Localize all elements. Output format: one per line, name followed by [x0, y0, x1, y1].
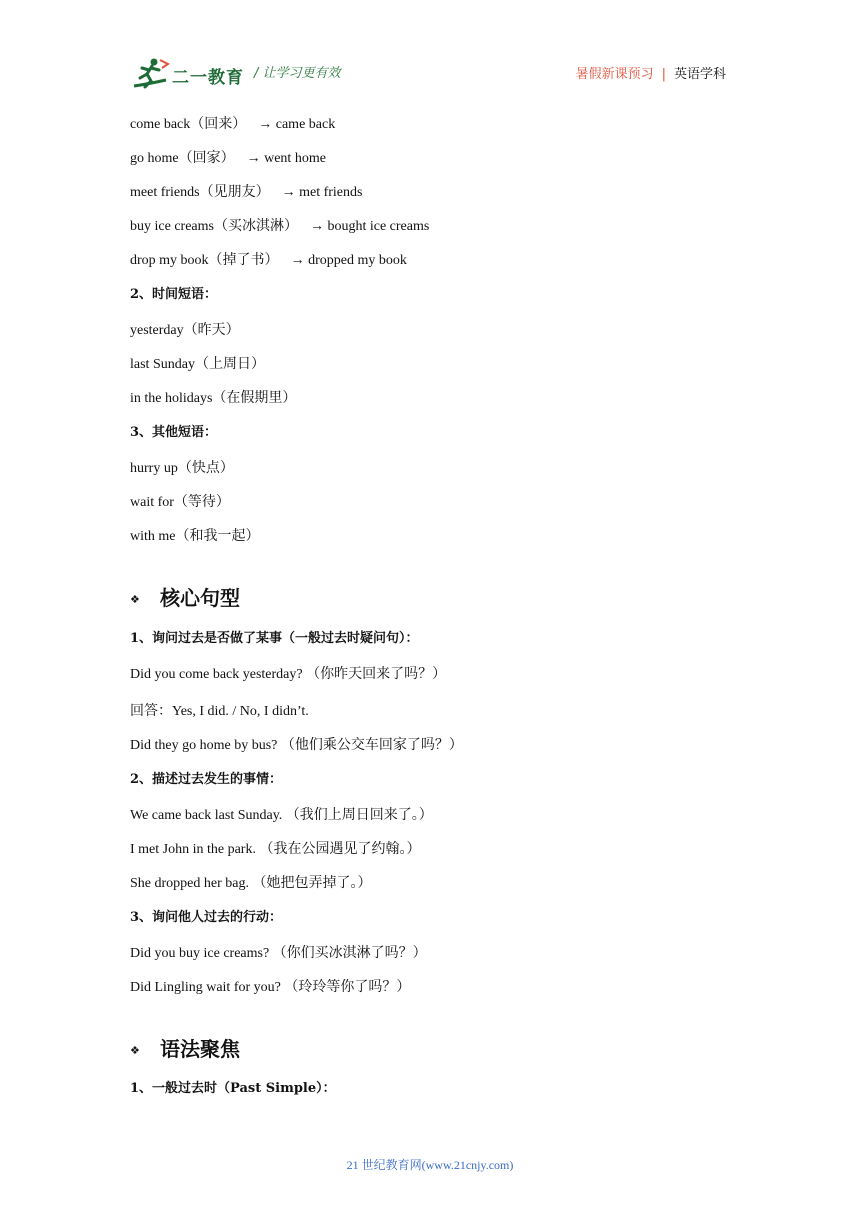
phrase-past: → bought ice creams [309, 219, 430, 234]
phrase-item [130, 147, 326, 167]
header-separator: | [661, 67, 666, 82]
phrase-item [130, 215, 429, 235]
other-phrase: hurry up（快点） [130, 461, 234, 476]
logo [130, 56, 250, 92]
phrase-base: go home（回家） [130, 151, 235, 166]
sentence: Did you come back yesterday? （你昨天回来了吗？） [130, 667, 447, 682]
phrase-base: meet friends（见朋友） [130, 185, 270, 200]
other-phrase: wait for（等待） [130, 495, 230, 510]
sentence: Did you buy ice creams? （你们买冰淇淋了吗？） [130, 946, 427, 961]
phrase-item [130, 181, 362, 201]
diamond-bullet-icon: ❖ [130, 1044, 140, 1057]
other-heading: 3、其他短语： [130, 425, 218, 440]
time-phrase: yesterday（昨天） [130, 323, 240, 338]
sentence: 回答：Yes, I did. / No, I didn’t. [130, 704, 309, 719]
sentence: We came back last Sunday. （我们上周日回来了。） [130, 808, 433, 823]
phrase-item [130, 113, 335, 133]
phrase-base: come back（回来） [130, 117, 247, 132]
grammar-section-title [130, 1033, 240, 1062]
grammar-title: 语法聚焦 [160, 1037, 240, 1061]
phrase-base: drop my book（掉了书） [130, 253, 279, 268]
diamond-bullet-icon: ❖ [130, 593, 140, 606]
sentence: Did Lingling wait for you? （玲玲等你了吗？） [130, 980, 411, 995]
core-title: 核心句型 [160, 586, 240, 610]
subject-label: 英语学科 [673, 67, 726, 82]
header-right [576, 63, 726, 82]
time-phrase: last Sunday（上周日） [130, 357, 265, 372]
slogan: / 让学习更有效 [254, 66, 341, 81]
phrase-item [130, 249, 407, 269]
core-heading-2: 2、描述过去发生的事情： [130, 772, 283, 787]
phrase-base: buy ice creams（买冰淇淋） [130, 219, 298, 234]
core-heading-1: 1、询问过去是否做了某事（一般过去时疑问句）： [130, 631, 419, 646]
page-footer: 21 世纪教育网(www.21cnjy.com) [346, 1158, 514, 1172]
time-heading: 2、时间短语： [130, 287, 218, 302]
other-phrase: with me（和我一起） [130, 529, 260, 544]
phrase-past: → came back [258, 117, 336, 132]
sentence: I met John in the park. （我在公园遇见了约翰。） [130, 842, 421, 857]
logo-text: 二一教育 [172, 68, 244, 88]
core-section-title [130, 582, 240, 611]
preview-label: 暑假新课预习 [575, 67, 654, 82]
time-phrase: in the holidays（在假期里） [130, 391, 297, 406]
sentence: Did they go home by bus? （他们乘公交车回家了吗？） [130, 738, 463, 753]
phrase-past: → dropped my book [290, 253, 407, 268]
sentence: She dropped her bag. （她把包弄掉了。） [130, 876, 372, 891]
core-heading-3: 3、询问他人过去的行动： [130, 910, 283, 925]
runner-logo-icon [130, 56, 172, 92]
phrase-past: → went home [246, 151, 326, 166]
phrase-past: → met friends [281, 185, 363, 200]
page-header [130, 56, 726, 92]
grammar-heading-1: 1、一般过去时（Past Simple）： [130, 1081, 336, 1096]
